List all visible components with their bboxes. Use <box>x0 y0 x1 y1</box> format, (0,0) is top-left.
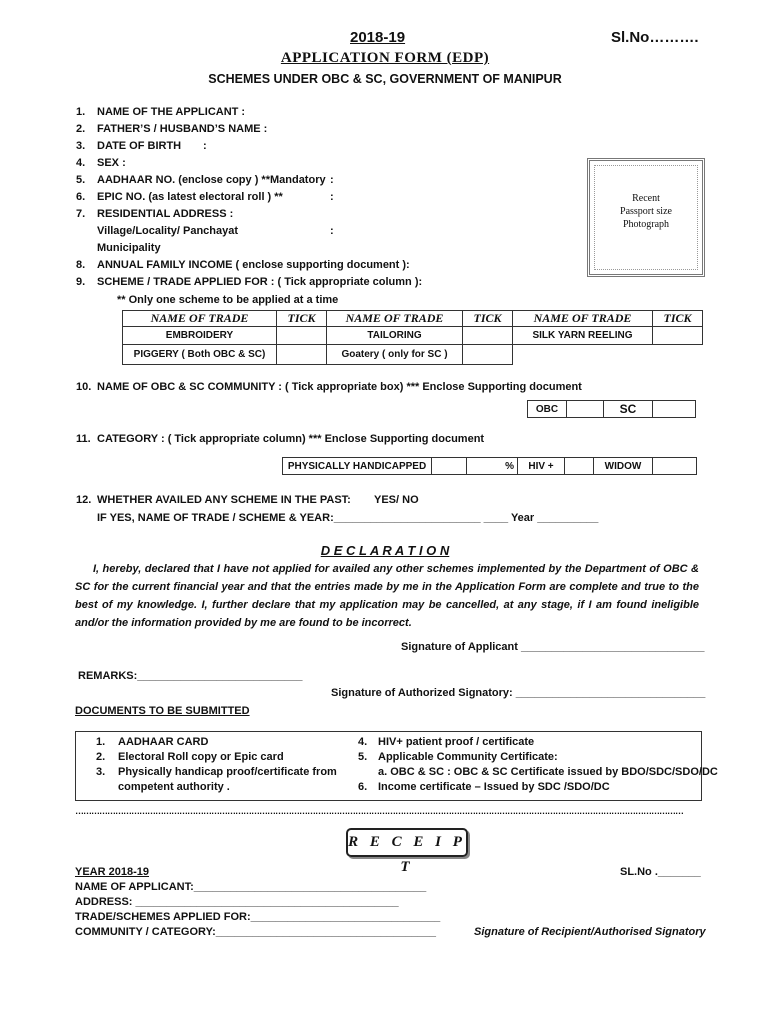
doc-number: 2. <box>96 751 106 763</box>
field-number: 4. <box>76 157 86 169</box>
doc-item: a. OBC & SC : OBC & SC Certificate issued by BDO/SDC/SDO/DC <box>378 766 718 778</box>
tick-cell[interactable] <box>277 327 327 345</box>
field-scheme: SCHEME / TRADE APPLIED FOR : ( Tick appropriate column ): <box>97 276 423 288</box>
tick-cell[interactable] <box>432 458 467 475</box>
field-number: 6. <box>76 191 86 203</box>
community-options <box>527 400 696 418</box>
applicant-signature: Signature of Applicant ______________________________ <box>401 641 705 653</box>
field-income: ANNUAL FAMILY INCOME ( enclose supporting document ): <box>97 259 410 271</box>
field-number: 7. <box>76 208 86 220</box>
receipt-address: ADDRESS: ___________________________________________ <box>75 896 399 908</box>
option-hiv: HIV + <box>518 458 565 475</box>
field-date-of-birth: DATE OF BIRTH <box>97 140 182 152</box>
declaration-title: D E C L A R A T I O N <box>320 543 450 558</box>
tick-cell[interactable] <box>653 401 696 418</box>
trade-tailoring: TAILORING <box>327 327 463 345</box>
receipt-serial: SL.No ._______ <box>620 866 701 878</box>
doc-number: 1. <box>96 736 106 748</box>
category-options <box>282 457 697 475</box>
tick-cell[interactable] <box>277 345 327 365</box>
passport-photo-box <box>587 158 705 277</box>
authorized-signature: Signature of Authorized Signatory: _______________________________ <box>331 687 706 699</box>
doc-item: Electoral Roll copy or Epic card <box>118 751 284 763</box>
field-epic: EPIC NO. (as latest electoral roll ) ** <box>97 191 283 203</box>
colon: : <box>330 174 334 186</box>
field-number: 2. <box>76 123 86 135</box>
field-number: 1. <box>76 106 86 118</box>
doc-item: Physically handicap proof/certificate from <box>118 766 337 778</box>
doc-item: Applicable Community Certificate: <box>378 751 558 763</box>
tick-cell[interactable] <box>567 401 604 418</box>
tick-cell[interactable] <box>463 327 513 345</box>
option-widow: WIDOW <box>594 458 653 475</box>
trade-table <box>122 310 703 365</box>
remarks: REMARKS:___________________________ <box>78 670 303 682</box>
documents-box <box>75 731 718 801</box>
past-scheme-label: WHETHER AVAILED ANY SCHEME IN THE PAST: <box>97 494 351 506</box>
trade-header: NAME OF TRADE <box>327 311 463 327</box>
receipt-title-box <box>346 828 468 875</box>
tick-header: TICK <box>653 311 703 327</box>
trade-header: NAME OF TRADE <box>123 311 277 327</box>
doc-item: AADHAAR CARD <box>118 736 209 748</box>
field-number: 8. <box>76 259 86 271</box>
cut-line: ………………………………………………………………………………………………………………………………………………………………………………………………………… <box>75 806 683 816</box>
option-physically-handicapped: PHYSICALLY HANDICAPPED <box>283 458 432 475</box>
colon: : <box>330 191 334 203</box>
field-sex: SEX : <box>97 157 126 169</box>
field-number: 11. <box>76 433 91 445</box>
receipt-title: R E C E I P T <box>348 834 466 875</box>
trade-goatery: Goatery ( only for SC ) <box>327 345 463 365</box>
doc-number: 5. <box>358 751 368 763</box>
receipt-community: COMMUNITY / CATEGORY:____________________________________ <box>75 926 436 938</box>
declaration-text: I, hereby, declared that I have not applied for availed any other schemes implemented by the Department of OBC & SC for the current financial year and that the entries made by me in the Application Form are complete and true to the best of my knowledge. I, further declare that my application may be cancelled, at any stage, if I am found ineligible and/or the information provided by me are found to be incorrect. <box>75 563 699 629</box>
field-number: 5. <box>76 174 86 186</box>
field-applicant-name: NAME OF THE APPLICANT : <box>97 106 246 118</box>
doc-number: 3. <box>96 766 106 778</box>
serial-number: Sl.No………. <box>611 29 699 46</box>
community-label: NAME OF OBC & SC COMMUNITY : ( Tick appropriate box) *** Enclose Supporting document <box>97 381 582 393</box>
doc-item: Income certificate – Issued by SDC /SDO/DC <box>378 781 610 793</box>
category-label: CATEGORY : ( Tick appropriate column) *** Enclose Supporting document <box>97 433 485 445</box>
field-municipality: Municipality <box>97 242 161 254</box>
tick-cell[interactable] <box>653 458 697 475</box>
field-village: Village/Locality/ Panchayat <box>97 225 239 237</box>
photo-line: Photograph <box>622 219 670 230</box>
tick-cell[interactable] <box>463 345 513 365</box>
field-number: 12. <box>76 494 92 506</box>
doc-number: 6. <box>358 781 368 793</box>
field-number: 10. <box>76 381 92 393</box>
field-father-name: FATHER’S / HUSBAND’S NAME : <box>97 123 268 135</box>
documents-title: DOCUMENTS TO BE SUBMITTED <box>75 705 250 717</box>
form-subtitle: SCHEMES UNDER OBC & SC, GOVERNMENT OF MANIPUR <box>208 72 562 86</box>
receipt-trade: TRADE/SCHEMES APPLIED FOR:_______________________________ <box>75 911 441 923</box>
scheme-note: ** Only one scheme to be applied at a time <box>117 294 339 306</box>
past-scheme-details: IF YES, NAME OF TRADE / SCHEME & YEAR:________________________ ____ Year __________ <box>97 512 599 524</box>
field-number: 9. <box>76 276 86 288</box>
field-aadhaar: AADHAAR NO. (enclose copy ) **Mandatory <box>97 174 326 186</box>
colon: : <box>203 140 207 152</box>
receipt-applicant-name: NAME OF APPLICANT:______________________________________ <box>75 881 427 893</box>
tick-header: TICK <box>463 311 513 327</box>
receipt-year: YEAR 2018-19 <box>75 866 149 878</box>
photo-line: Passport size <box>620 206 672 217</box>
trade-piggery: PIGGERY ( Both OBC & SC) <box>123 345 277 365</box>
field-number: 3. <box>76 140 86 152</box>
field-address: RESIDENTIAL ADDRESS : <box>97 208 234 220</box>
doc-number: 4. <box>358 736 368 748</box>
tick-header: TICK <box>277 311 327 327</box>
doc-item: HIV+ patient proof / certificate <box>378 736 535 748</box>
option-sc: SC <box>604 401 653 418</box>
colon: : <box>330 225 334 237</box>
form-year: 2018-19 <box>350 29 406 46</box>
option-obc: OBC <box>528 401 567 418</box>
doc-item: competent authority . <box>118 781 230 793</box>
tick-cell[interactable] <box>565 458 594 475</box>
yes-no[interactable]: YES/ NO <box>374 494 419 506</box>
trade-header: NAME OF TRADE <box>513 311 653 327</box>
trade-embroidery: EMBROIDERY <box>123 327 277 345</box>
form-title: APPLICATION FORM (EDP) <box>280 50 490 66</box>
trade-silk-yarn-reeling: SILK YARN REELING <box>513 327 653 345</box>
tick-cell[interactable] <box>653 327 703 345</box>
recipient-signature: Signature of Recipient/Authorised Signatory <box>474 926 706 938</box>
photo-line: Recent <box>632 193 660 204</box>
percent-field: % <box>467 458 518 475</box>
